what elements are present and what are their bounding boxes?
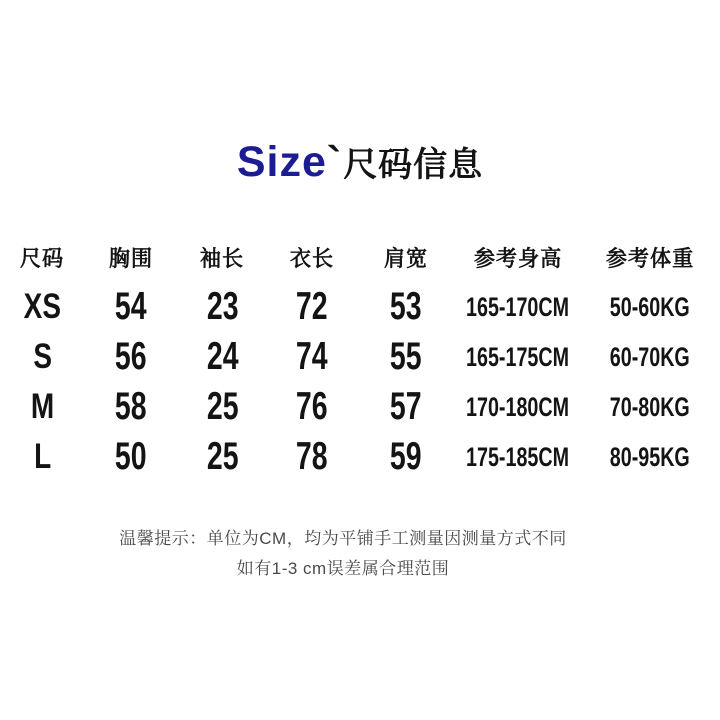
- sleeve-value: 23: [206, 285, 239, 328]
- weight-range: 70-80KG: [610, 391, 690, 422]
- weight-range: 50-60KG: [610, 291, 690, 322]
- size-label: XS: [23, 287, 62, 326]
- height-range: 175-185CM: [466, 441, 570, 472]
- size-label: S: [33, 337, 52, 376]
- note-line: 温馨提示：单位为CM，均为平铺手工测量因测量方式不同: [119, 529, 567, 548]
- height-range: 165-170CM: [466, 291, 570, 322]
- notes: [0, 524, 703, 584]
- length-value: 76: [296, 385, 328, 428]
- chest-value: 58: [115, 385, 147, 428]
- length-value: 74: [296, 335, 328, 378]
- shoulder-value: 57: [390, 385, 422, 428]
- length-value: 78: [296, 435, 328, 478]
- sleeve-value: 24: [206, 335, 239, 378]
- length-value: 72: [296, 285, 328, 328]
- chest-value: 50: [115, 435, 147, 478]
- chest-value: 56: [115, 335, 147, 378]
- sleeve-value: 25: [206, 385, 239, 428]
- sleeve-value: 25: [206, 435, 239, 478]
- column-header-chest: 胸围: [108, 245, 154, 271]
- column-header-garment-length: 衣长: [289, 245, 335, 271]
- title-size-en: Size: [236, 138, 327, 186]
- shoulder-value: 53: [390, 285, 422, 328]
- height-range: 165-175CM: [466, 341, 570, 372]
- page-title: [0, 136, 720, 198]
- column-header-height: 参考身高: [473, 245, 563, 271]
- column-header-weight: 参考体重: [605, 245, 695, 271]
- size-label: M: [30, 387, 55, 426]
- note-line: 如有1-3 cm误差属合理范围: [236, 559, 450, 578]
- shoulder-value: 55: [390, 335, 422, 378]
- column-header-size: 尺码: [20, 245, 65, 271]
- column-header-shoulder: 肩宽: [383, 245, 429, 271]
- title-zh: 尺码信息: [343, 146, 484, 184]
- height-range: 170-180CM: [466, 391, 570, 422]
- chest-value: 54: [115, 285, 147, 328]
- size-table: [0, 232, 720, 482]
- weight-range: 60-70KG: [610, 341, 690, 372]
- title-backtick: `: [326, 138, 342, 186]
- column-header-sleeve: 袖长: [200, 245, 245, 271]
- weight-range: 80-95KG: [610, 441, 690, 472]
- shoulder-value: 59: [390, 435, 422, 478]
- size-label: L: [33, 437, 52, 476]
